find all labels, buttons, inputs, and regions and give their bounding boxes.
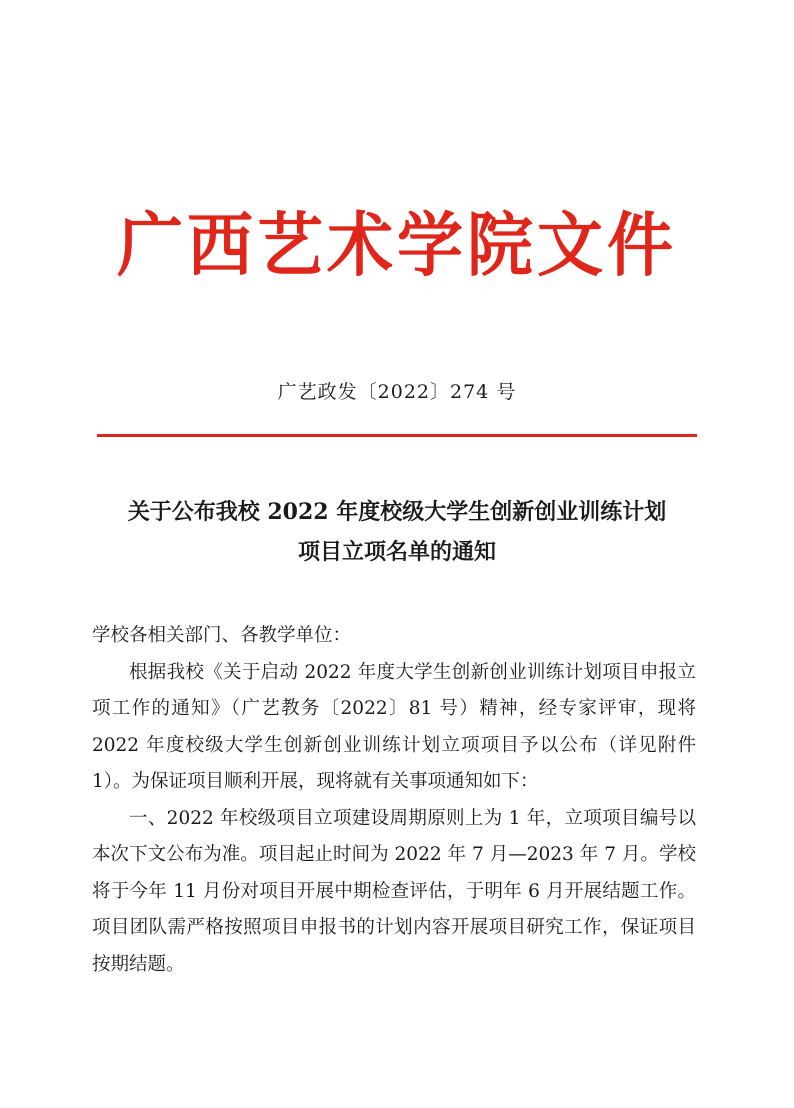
masthead-title: 广西艺术学院文件 [117, 205, 677, 286]
notice-title-line-2: 项目立项名单的通知 [297, 539, 496, 565]
red-divider-line [97, 434, 697, 437]
notice-body [92, 618, 696, 983]
notice-title [0, 492, 794, 572]
body-paragraph-1: 根据我校《关于启动 2022 年度大学生创新创业训练计划项目申报立项工作的通知》（广艺教务〔2022〕81 号）精神，经专家评审，现将 2022 年度校级大学生创新创业训练计划立项项目予以公布（详见附件 1）。为保证项目顺利开展，现将就有关事项通知如下： [92, 661, 696, 792]
notice-title-line-1: 关于公布我校 2022 年度校级大学生创新创业训练计划 [127, 499, 667, 525]
body-paragraph-2: 一、2022 年校级项目立项建设周期原则上为 1 年，立项项目编号以本次下文公布为准。项目起止时间为 2022 年 7 月—2023 年 7 月。学校将于今年 11 月份对项目开展中期检查评估，于明年 6 月开展结题工作。项目团队需严格按照项目申报书的计划内容开展项目研究工作，保证项目按期结题。 [92, 807, 696, 975]
salutation: 学校各相关部门、各教学单位： [92, 625, 352, 646]
document-number: 广艺政发〔2022〕274 号 [277, 381, 517, 403]
